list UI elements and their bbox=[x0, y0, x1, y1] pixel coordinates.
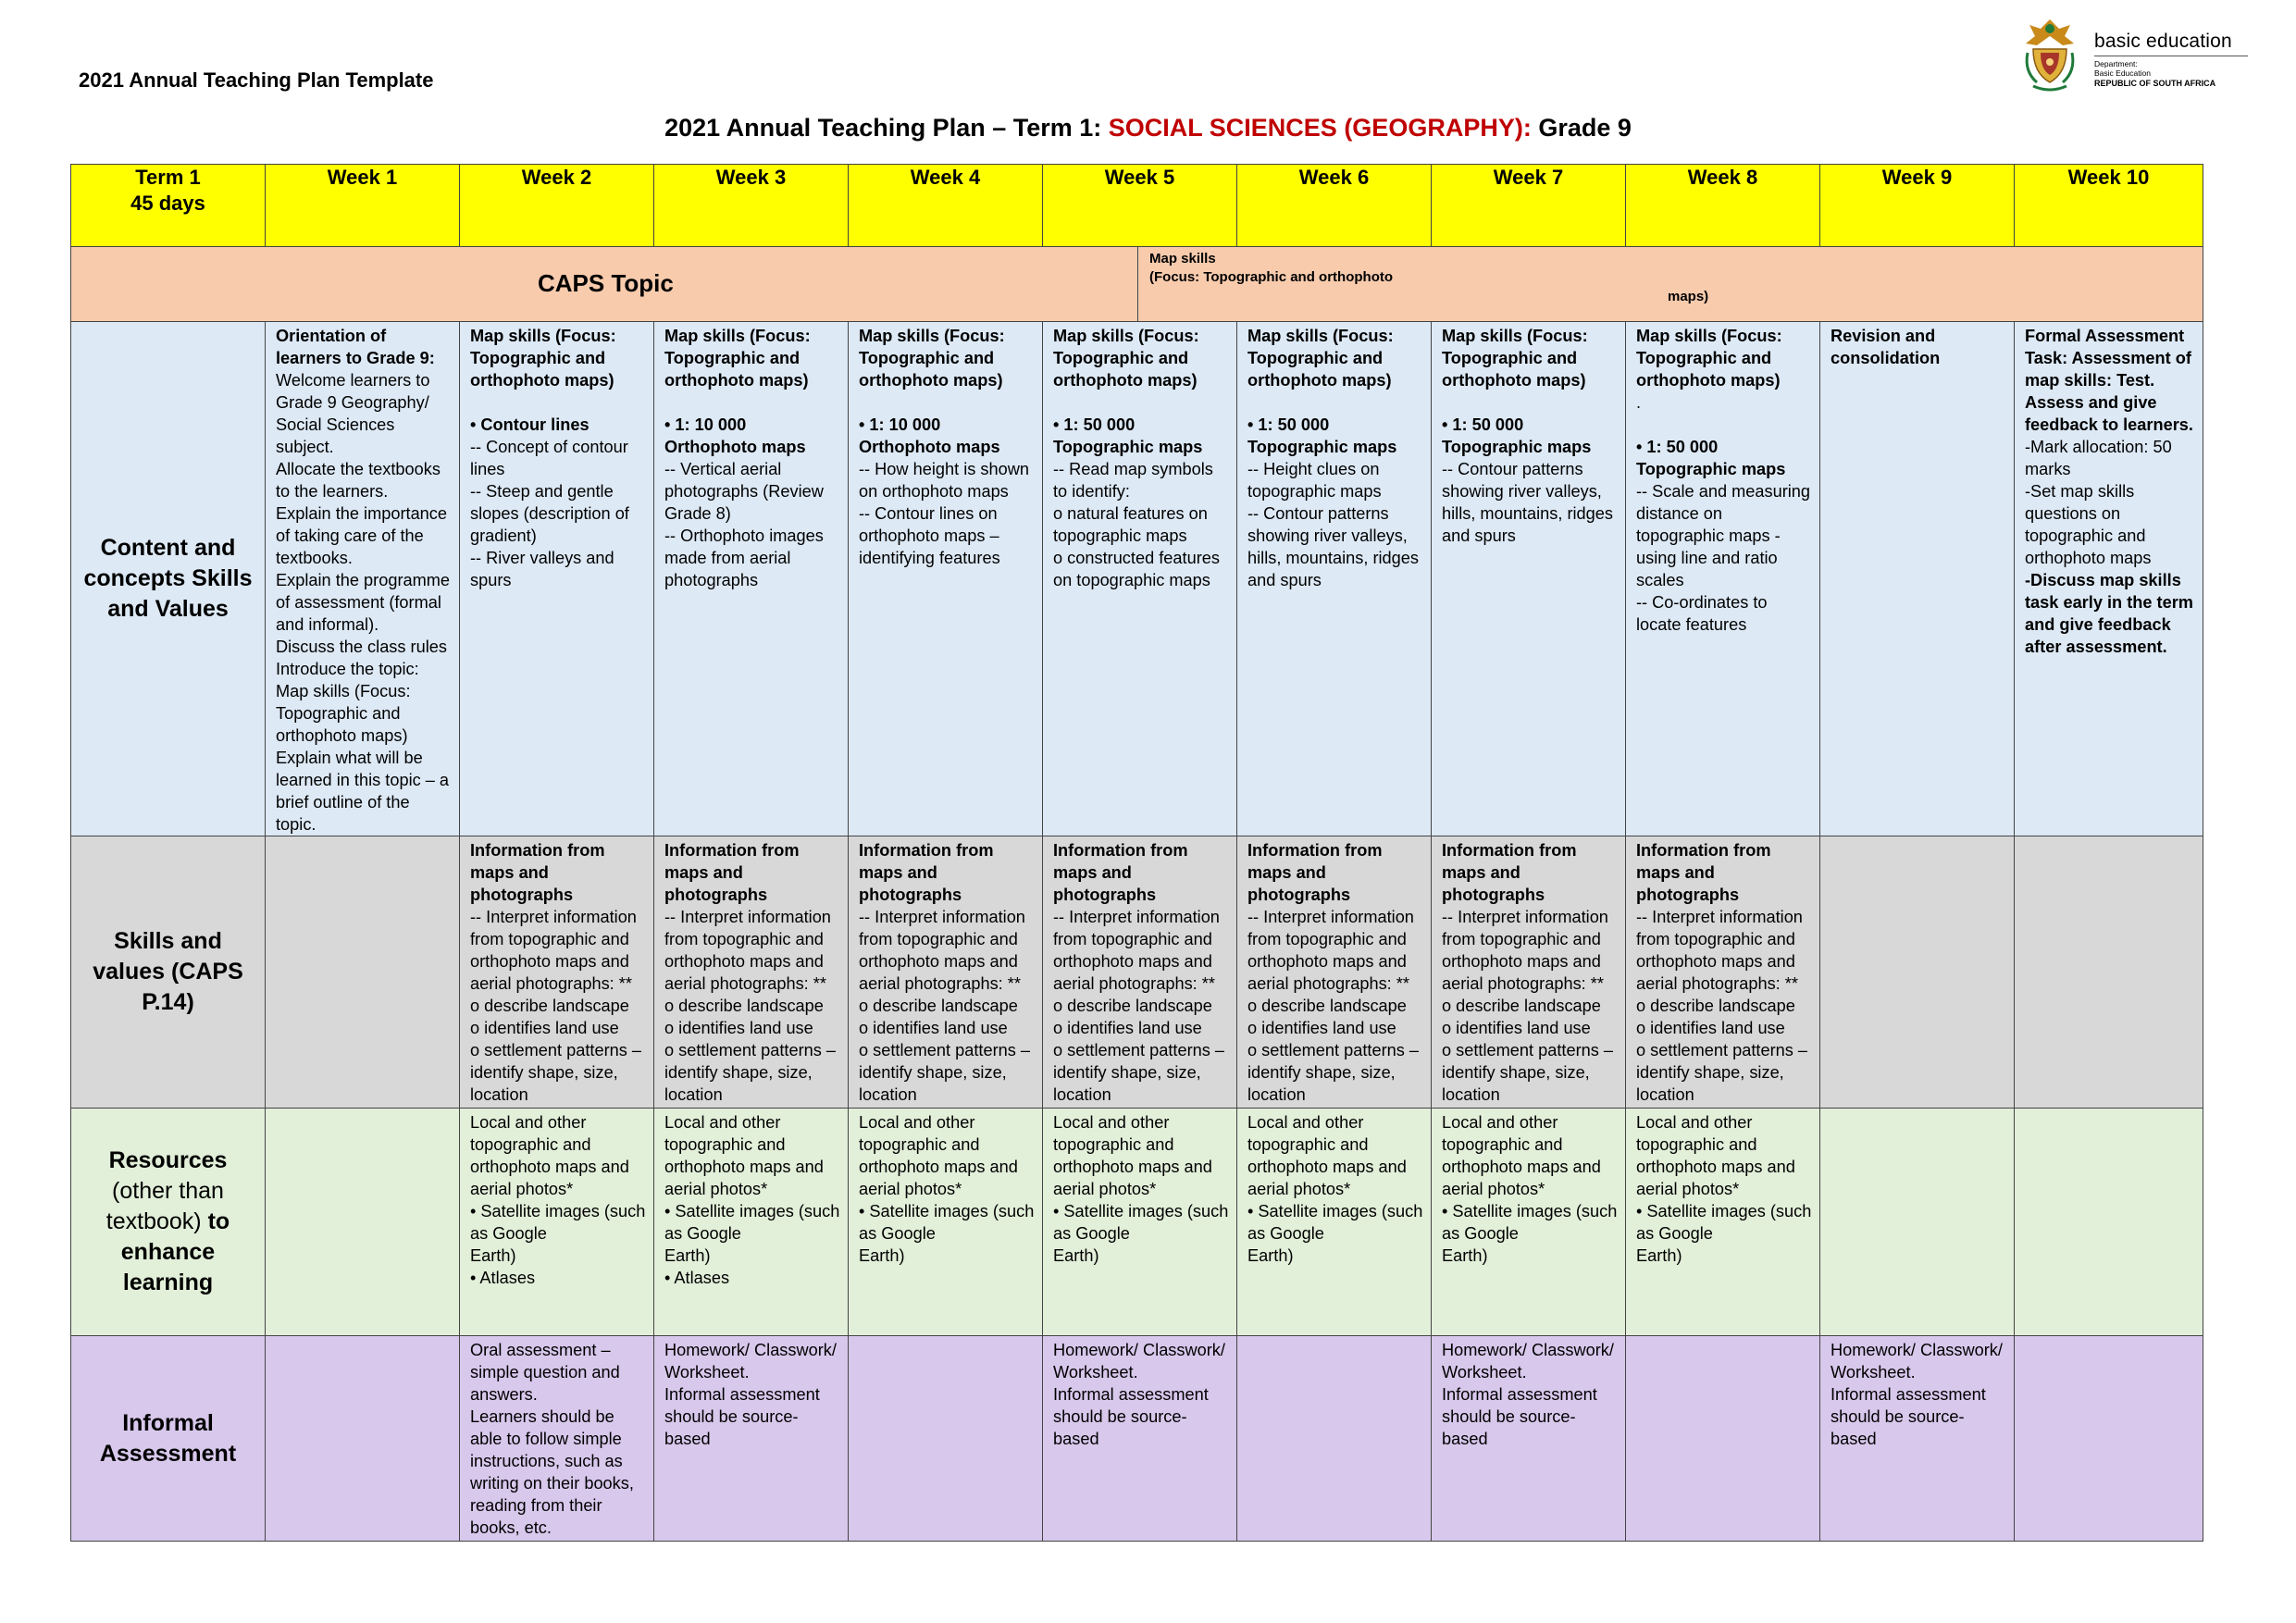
cell-line: -- Steep and gentle slopes (description of gradient) bbox=[470, 482, 629, 545]
cell-line: • Atlases bbox=[664, 1269, 730, 1287]
cell-line: o identifies land use bbox=[859, 1019, 1008, 1037]
resources-cell bbox=[849, 1109, 1043, 1336]
informal-cell bbox=[266, 1336, 460, 1542]
cell-line: -- Interpret information from topographic and orthophoto maps and aerial photographs: ** bbox=[859, 908, 1025, 993]
cell-line: Local and other topographic and orthophoto maps and aerial photos* bbox=[1247, 1113, 1407, 1198]
skills-cell bbox=[1432, 836, 1626, 1109]
cell-line: o describe landscape bbox=[1442, 997, 1601, 1015]
cell-line bbox=[1247, 391, 1425, 414]
content-cell bbox=[266, 322, 460, 836]
cell-line: o settlement patterns – identify shape, size, location bbox=[664, 1041, 837, 1104]
cell-line: Local and other topographic and orthophoto maps and aerial photos* bbox=[664, 1113, 824, 1198]
week-header: Week 4 bbox=[849, 165, 1043, 247]
cell-line: Information from maps and photographs bbox=[859, 841, 994, 904]
cell-line: -- Interpret information from topographic and orthophoto maps and aerial photographs: ** bbox=[1053, 908, 1220, 993]
department-logo bbox=[2020, 16, 2247, 99]
cell-line: -- Vertical aerial photographs (Review Grade 8) bbox=[664, 460, 824, 523]
cell-line: Information from maps and photographs bbox=[1636, 841, 1771, 904]
skills-cell bbox=[1237, 836, 1432, 1109]
cell-line: -- How height is shown on orthophoto maps bbox=[859, 460, 1029, 501]
cell-line: Information from maps and photographs bbox=[1053, 841, 1188, 904]
cell-line: • 1: 50 000 Topographic maps bbox=[1247, 415, 1397, 456]
logo-department: Department: Basic Education bbox=[2094, 59, 2151, 78]
cell-line: Welcome learners to Grade 9 Geography/ Social Sciences subject. bbox=[276, 371, 430, 456]
informal-cell bbox=[654, 1336, 849, 1542]
week-header: Week 8 bbox=[1626, 165, 1820, 247]
cell-line: -- Interpret information from topographic and orthophoto maps and aerial photographs: ** bbox=[664, 908, 831, 993]
cell-line: • Satellite images (such as Google bbox=[1053, 1202, 1229, 1243]
cell-line: -- Orthophoto images made from aerial photographs bbox=[664, 527, 824, 589]
cell-line: Revision and consolidation bbox=[1831, 327, 1941, 367]
cell-line: • 1: 10 000 Orthophoto maps bbox=[859, 415, 1000, 456]
resources-cell bbox=[460, 1109, 654, 1336]
title-subject: SOCIAL SCIENCES (GEOGRAPHY): bbox=[1108, 114, 1532, 142]
coat-of-arms-icon bbox=[2020, 16, 2079, 95]
resources-cell bbox=[2015, 1109, 2203, 1336]
cell-line: • 1: 50 000 Topographic maps bbox=[1442, 415, 1592, 456]
resources-cell bbox=[654, 1109, 849, 1336]
content-cell bbox=[1820, 322, 2015, 836]
row-label-skills: Skills and values (CAPS P.14) bbox=[71, 836, 266, 1109]
week-header: Week 9 bbox=[1820, 165, 2015, 247]
cell-line: Discuss the class rules bbox=[276, 638, 447, 656]
informal-cell bbox=[1043, 1336, 1237, 1542]
cell-line: • 1: 50 000 Topographic maps bbox=[1053, 415, 1203, 456]
skills-cell bbox=[1820, 836, 2015, 1109]
cell-line: Local and other topographic and orthophoto maps and aerial photos* bbox=[1053, 1113, 1212, 1198]
content-cell bbox=[654, 322, 849, 836]
skills-cell bbox=[266, 836, 460, 1109]
cell-line: • 1: 10 000 Orthophoto maps bbox=[664, 415, 806, 456]
cell-line: o describe landscape bbox=[470, 997, 629, 1015]
cell-line: o identifies land use bbox=[664, 1019, 813, 1037]
skills-cell bbox=[2015, 836, 2203, 1109]
cell-line: o describe landscape bbox=[1247, 997, 1407, 1015]
page-title bbox=[0, 114, 2296, 142]
skills-row bbox=[71, 836, 2203, 1109]
content-cell bbox=[1237, 322, 1432, 836]
cell-line: o identifies land use bbox=[1442, 1019, 1591, 1037]
cell-line: Explain the programme of assessment (formal and informal). bbox=[276, 571, 451, 634]
cell-line: -- Contour lines on orthophoto maps – identifying features bbox=[859, 504, 1000, 567]
cell-line: Map skills (Focus: Topographic and orthophoto maps) bbox=[1053, 327, 1199, 390]
cell-line: Map skills (Focus: Topographic and orthophoto maps) bbox=[664, 327, 811, 390]
cell-line: Map skills (Focus: Topographic and orthophoto maps) bbox=[859, 327, 1005, 390]
cell-line: o settlement patterns – identify shape, size, location bbox=[1053, 1041, 1225, 1104]
cell-line: Orientation of learners to Grade 9: bbox=[276, 327, 435, 367]
content-cell bbox=[1626, 322, 1820, 836]
week-header: Week 7 bbox=[1432, 165, 1626, 247]
cell-line: o describe landscape bbox=[664, 997, 824, 1015]
cell-line: Information from maps and photographs bbox=[1247, 841, 1383, 904]
informal-cell bbox=[1237, 1336, 1432, 1542]
cell-line: o settlement patterns – identify shape, size, location bbox=[470, 1041, 642, 1104]
cell-line: o settlement patterns – identify shape, size, location bbox=[859, 1041, 1031, 1104]
cell-line: • Satellite images (such as Google bbox=[1247, 1202, 1423, 1243]
cell-line: • 1: 50 000 Topographic maps bbox=[1636, 438, 1786, 478]
cell-line: Local and other topographic and orthophoto maps and aerial photos* bbox=[1636, 1113, 1795, 1198]
cell-line: Formal Assessment Task: Assessment of map skills: Test. Assess and give feedback to learners. bbox=[2025, 327, 2193, 434]
cell-line: o settlement patterns – identify shape, size, location bbox=[1636, 1041, 1808, 1104]
cell-line: Map skills (Focus: Topographic and orthophoto maps) bbox=[1636, 327, 1782, 390]
resources-cell bbox=[1432, 1109, 1626, 1336]
term-header: Term 1 45 days bbox=[71, 165, 266, 247]
cell-line: o identifies land use bbox=[1247, 1019, 1396, 1037]
cell-line bbox=[664, 391, 842, 414]
cell-line: Earth) bbox=[470, 1246, 516, 1265]
caps-topic-focus: Map skills (Focus: Topographic and orthophoto maps) bbox=[1137, 247, 2203, 321]
cell-line: Local and other topographic and orthophoto maps and aerial photos* bbox=[859, 1113, 1018, 1198]
cell-line: o natural features on topographic maps bbox=[1053, 504, 1208, 545]
cell-line: Information from maps and photographs bbox=[664, 841, 800, 904]
cell-line: Map skills (Focus: Topographic and orthophoto maps) bbox=[1442, 327, 1588, 390]
cell-line: • Satellite images (such as Google bbox=[1636, 1202, 1812, 1243]
cell-line: Allocate the textbooks to the learners. bbox=[276, 460, 441, 501]
week-header: Week 1 bbox=[266, 165, 460, 247]
cell-line: o identifies land use bbox=[470, 1019, 619, 1037]
caps-topic-label: CAPS Topic bbox=[538, 269, 674, 297]
cell-line: Homework/ Classwork/ Worksheet. bbox=[1831, 1341, 2003, 1381]
logo-brand: basic education bbox=[2094, 31, 2232, 52]
cell-line: Earth) bbox=[1053, 1246, 1099, 1265]
cell-line: o constructed features on topographic maps bbox=[1053, 549, 1220, 589]
cell-line: • Satellite images (such as Google bbox=[859, 1202, 1035, 1243]
cell-line: Informal assessment should be source-based bbox=[1831, 1385, 1986, 1448]
cell-line: -- River valleys and spurs bbox=[470, 549, 614, 589]
title-suffix: Grade 9 bbox=[1531, 114, 1632, 142]
informal-cell bbox=[1820, 1336, 2015, 1542]
teaching-plan-table bbox=[70, 164, 2203, 1542]
informal-cell bbox=[1432, 1336, 1626, 1542]
cell-line: -- Read map symbols to identify: bbox=[1053, 460, 1213, 501]
content-cell bbox=[1432, 322, 1626, 836]
cell-line: • Contour lines bbox=[470, 415, 590, 434]
cell-line: Earth) bbox=[1636, 1246, 1682, 1265]
cell-line: Local and other topographic and orthophoto maps and aerial photos* bbox=[470, 1113, 629, 1198]
cell-line: Earth) bbox=[1247, 1246, 1294, 1265]
skills-cell bbox=[1626, 836, 1820, 1109]
cell-line: -- Interpret information from topographic and orthophoto maps and aerial photographs: ** bbox=[1247, 908, 1414, 993]
cell-line: Homework/ Classwork/ Worksheet. bbox=[664, 1341, 837, 1381]
skills-cell bbox=[849, 836, 1043, 1109]
cell-line: Informal assessment should be source-based bbox=[664, 1385, 820, 1448]
resources-cell bbox=[1043, 1109, 1237, 1336]
cell-line: -Discuss map skills task early in the term and give feedback after assessment. bbox=[2025, 571, 2193, 656]
cell-line bbox=[1636, 414, 1814, 436]
resources-cell bbox=[266, 1109, 460, 1336]
informal-cell bbox=[2015, 1336, 2203, 1542]
cell-line: Informal assessment should be source-based bbox=[1053, 1385, 1209, 1448]
cell-line bbox=[1053, 391, 1231, 414]
cell-line: o describe landscape bbox=[1053, 997, 1212, 1015]
header-row bbox=[71, 165, 2203, 247]
logo-country: REPUBLIC OF SOUTH AFRICA bbox=[2094, 79, 2216, 88]
cell-line: Earth) bbox=[859, 1246, 905, 1265]
cell-line: • Satellite images (such as Google bbox=[1442, 1202, 1618, 1243]
cell-line: -- Scale and measuring distance on topographic maps - using line and ratio scales bbox=[1636, 482, 1811, 589]
cell-line: o settlement patterns – identify shape, size, location bbox=[1442, 1041, 1614, 1104]
cell-line: Information from maps and photographs bbox=[470, 841, 605, 904]
informal-assessment-row bbox=[71, 1336, 2203, 1542]
content-cell bbox=[849, 322, 1043, 836]
cell-line: o identifies land use bbox=[1636, 1019, 1785, 1037]
cell-line: -- Concept of contour lines bbox=[470, 438, 628, 478]
cell-line: -Mark allocation: 50 marks bbox=[2025, 438, 2172, 478]
cell-line: Local and other topographic and orthophoto maps and aerial photos* bbox=[1442, 1113, 1601, 1198]
cell-line bbox=[1442, 391, 1620, 414]
cell-line: Information from maps and photographs bbox=[1442, 841, 1577, 904]
resources-cell bbox=[1626, 1109, 1820, 1336]
row-label-informal: Informal Assessment bbox=[71, 1336, 266, 1542]
cell-line: Map skills (Focus: Topographic and orthophoto maps) bbox=[470, 327, 616, 390]
skills-cell bbox=[460, 836, 654, 1109]
cell-line: Homework/ Classwork/ Worksheet. bbox=[1053, 1341, 1225, 1381]
content-cell bbox=[460, 322, 654, 836]
cell-line: • Satellite images (such as Google bbox=[470, 1202, 646, 1243]
row-label-resources: Resources (other than textbook) to enhance learning bbox=[71, 1109, 266, 1336]
cell-line bbox=[470, 391, 648, 414]
informal-cell bbox=[460, 1336, 654, 1542]
informal-cell bbox=[1626, 1336, 1820, 1542]
cell-line: Informal assessment should be source-based bbox=[1442, 1385, 1597, 1448]
cell-line: Learners should be able to follow simple instructions, such as writing on their books, reading from their books, etc. bbox=[470, 1407, 634, 1537]
cell-line: . bbox=[1636, 393, 1642, 412]
resources-cell bbox=[1237, 1109, 1432, 1336]
cell-line: -- Height clues on topographic maps bbox=[1247, 460, 1382, 501]
cell-line: Introduce the topic: Map skills (Focus: Topographic and orthophoto maps) bbox=[276, 660, 419, 745]
week-header: Week 2 bbox=[460, 165, 654, 247]
cell-line: Explain what will be learned in this topic – a brief outline of the topic. bbox=[276, 749, 450, 834]
informal-cell bbox=[849, 1336, 1043, 1542]
row-label-content: Content and concepts Skills and Values bbox=[71, 322, 266, 836]
content-cell bbox=[2015, 322, 2203, 836]
cell-line: -- Interpret information from topographic and orthophoto maps and aerial photographs: ** bbox=[1636, 908, 1803, 993]
resources-row bbox=[71, 1109, 2203, 1336]
cell-line: -- Co-ordinates to locate features bbox=[1636, 593, 1768, 634]
cell-line: Homework/ Classwork/ Worksheet. bbox=[1442, 1341, 1614, 1381]
cell-line bbox=[859, 391, 1036, 414]
week-header: Week 10 bbox=[2015, 165, 2203, 247]
cell-line: o describe landscape bbox=[1636, 997, 1795, 1015]
cell-line: o settlement patterns – identify shape, size, location bbox=[1247, 1041, 1420, 1104]
week-header: Week 3 bbox=[654, 165, 849, 247]
skills-cell bbox=[1043, 836, 1237, 1109]
cell-line: -- Contour patterns showing river valleys, hills, mountains, ridges and spurs bbox=[1442, 460, 1613, 545]
cell-line: Earth) bbox=[1442, 1246, 1488, 1265]
cell-line: -- Interpret information from topographic and orthophoto maps and aerial photographs: ** bbox=[1442, 908, 1608, 993]
cell-line: Map skills (Focus: Topographic and orthophoto maps) bbox=[1247, 327, 1394, 390]
cell-line: -Set map skills questions on topographic and orthophoto maps bbox=[2025, 482, 2152, 567]
resources-cell bbox=[1820, 1109, 2015, 1336]
cell-line: o identifies land use bbox=[1053, 1019, 1202, 1037]
content-cell bbox=[1043, 322, 1237, 836]
cell-line: • Satellite images (such as Google bbox=[664, 1202, 840, 1243]
title-prefix: 2021 Annual Teaching Plan – Term 1: bbox=[664, 114, 1109, 142]
cell-line: Earth) bbox=[664, 1246, 711, 1265]
cell-line: -- Interpret information from topographic and orthophoto maps and aerial photographs: ** bbox=[470, 908, 637, 993]
cell-line: -- Contour patterns showing river valleys, hills, mountains, ridges and spurs bbox=[1247, 504, 1419, 589]
week-header: Week 6 bbox=[1237, 165, 1432, 247]
cell-line: Oral assessment – simple question and answers. bbox=[470, 1341, 620, 1404]
cell-line: Explain the importance of taking care of the textbooks. bbox=[276, 504, 448, 567]
week-header: Week 5 bbox=[1043, 165, 1237, 247]
caps-topic-row bbox=[71, 247, 2203, 322]
cell-line: o describe landscape bbox=[859, 997, 1018, 1015]
cell-line: • Atlases bbox=[470, 1269, 536, 1287]
skills-cell bbox=[654, 836, 849, 1109]
document-label: 2021 Annual Teaching Plan Template bbox=[79, 68, 434, 92]
content-row bbox=[71, 322, 2203, 836]
